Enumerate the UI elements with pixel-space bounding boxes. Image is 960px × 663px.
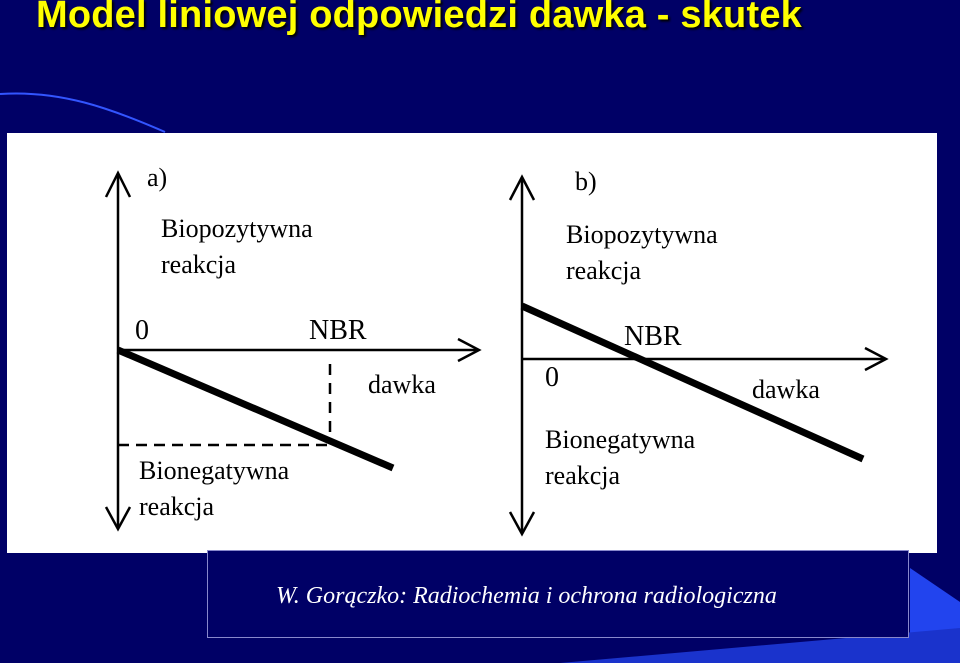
panel-b-dose-label: dawka: [752, 375, 820, 404]
panel-a-zero-label: 0: [135, 315, 149, 346]
panel-b-label: b): [575, 167, 597, 196]
panel-b: [510, 167, 886, 534]
dose-response-figure: [7, 133, 937, 553]
panel-a: [106, 163, 479, 529]
panel-a-response-line: [118, 350, 393, 468]
panel-a-negative-line2: reakcja: [139, 492, 215, 521]
panel-a-label: a): [147, 163, 168, 192]
panel-b-negative-line1: Bionegatywna: [545, 425, 696, 454]
slide-title: Model liniowej odpowiedzi dawka - skutek: [36, 0, 802, 36]
panel-b-nbr-label: NBR: [624, 321, 682, 352]
panel-b-positive-line2: reakcja: [566, 256, 642, 285]
panel-b-positive-line1: Biopozytywna: [566, 220, 718, 249]
panel-a-negative-line1: Bionegatywna: [139, 456, 290, 485]
panel-a-positive-line2: reakcja: [161, 250, 237, 279]
panel-a-nbr-label: NBR: [309, 315, 367, 346]
panel-b-negative-line2: reakcja: [545, 461, 621, 490]
panel-b-zero-label: 0: [545, 362, 559, 393]
panel-a-positive-line1: Biopozytywna: [161, 214, 313, 243]
source-caption: W. Gorączko: Radiochemia i ochrona radiologiczna: [276, 583, 777, 609]
caption-box: [207, 550, 909, 638]
panel-a-dose-label: dawka: [368, 370, 436, 399]
decorative-swoosh-top: [0, 80, 960, 140]
